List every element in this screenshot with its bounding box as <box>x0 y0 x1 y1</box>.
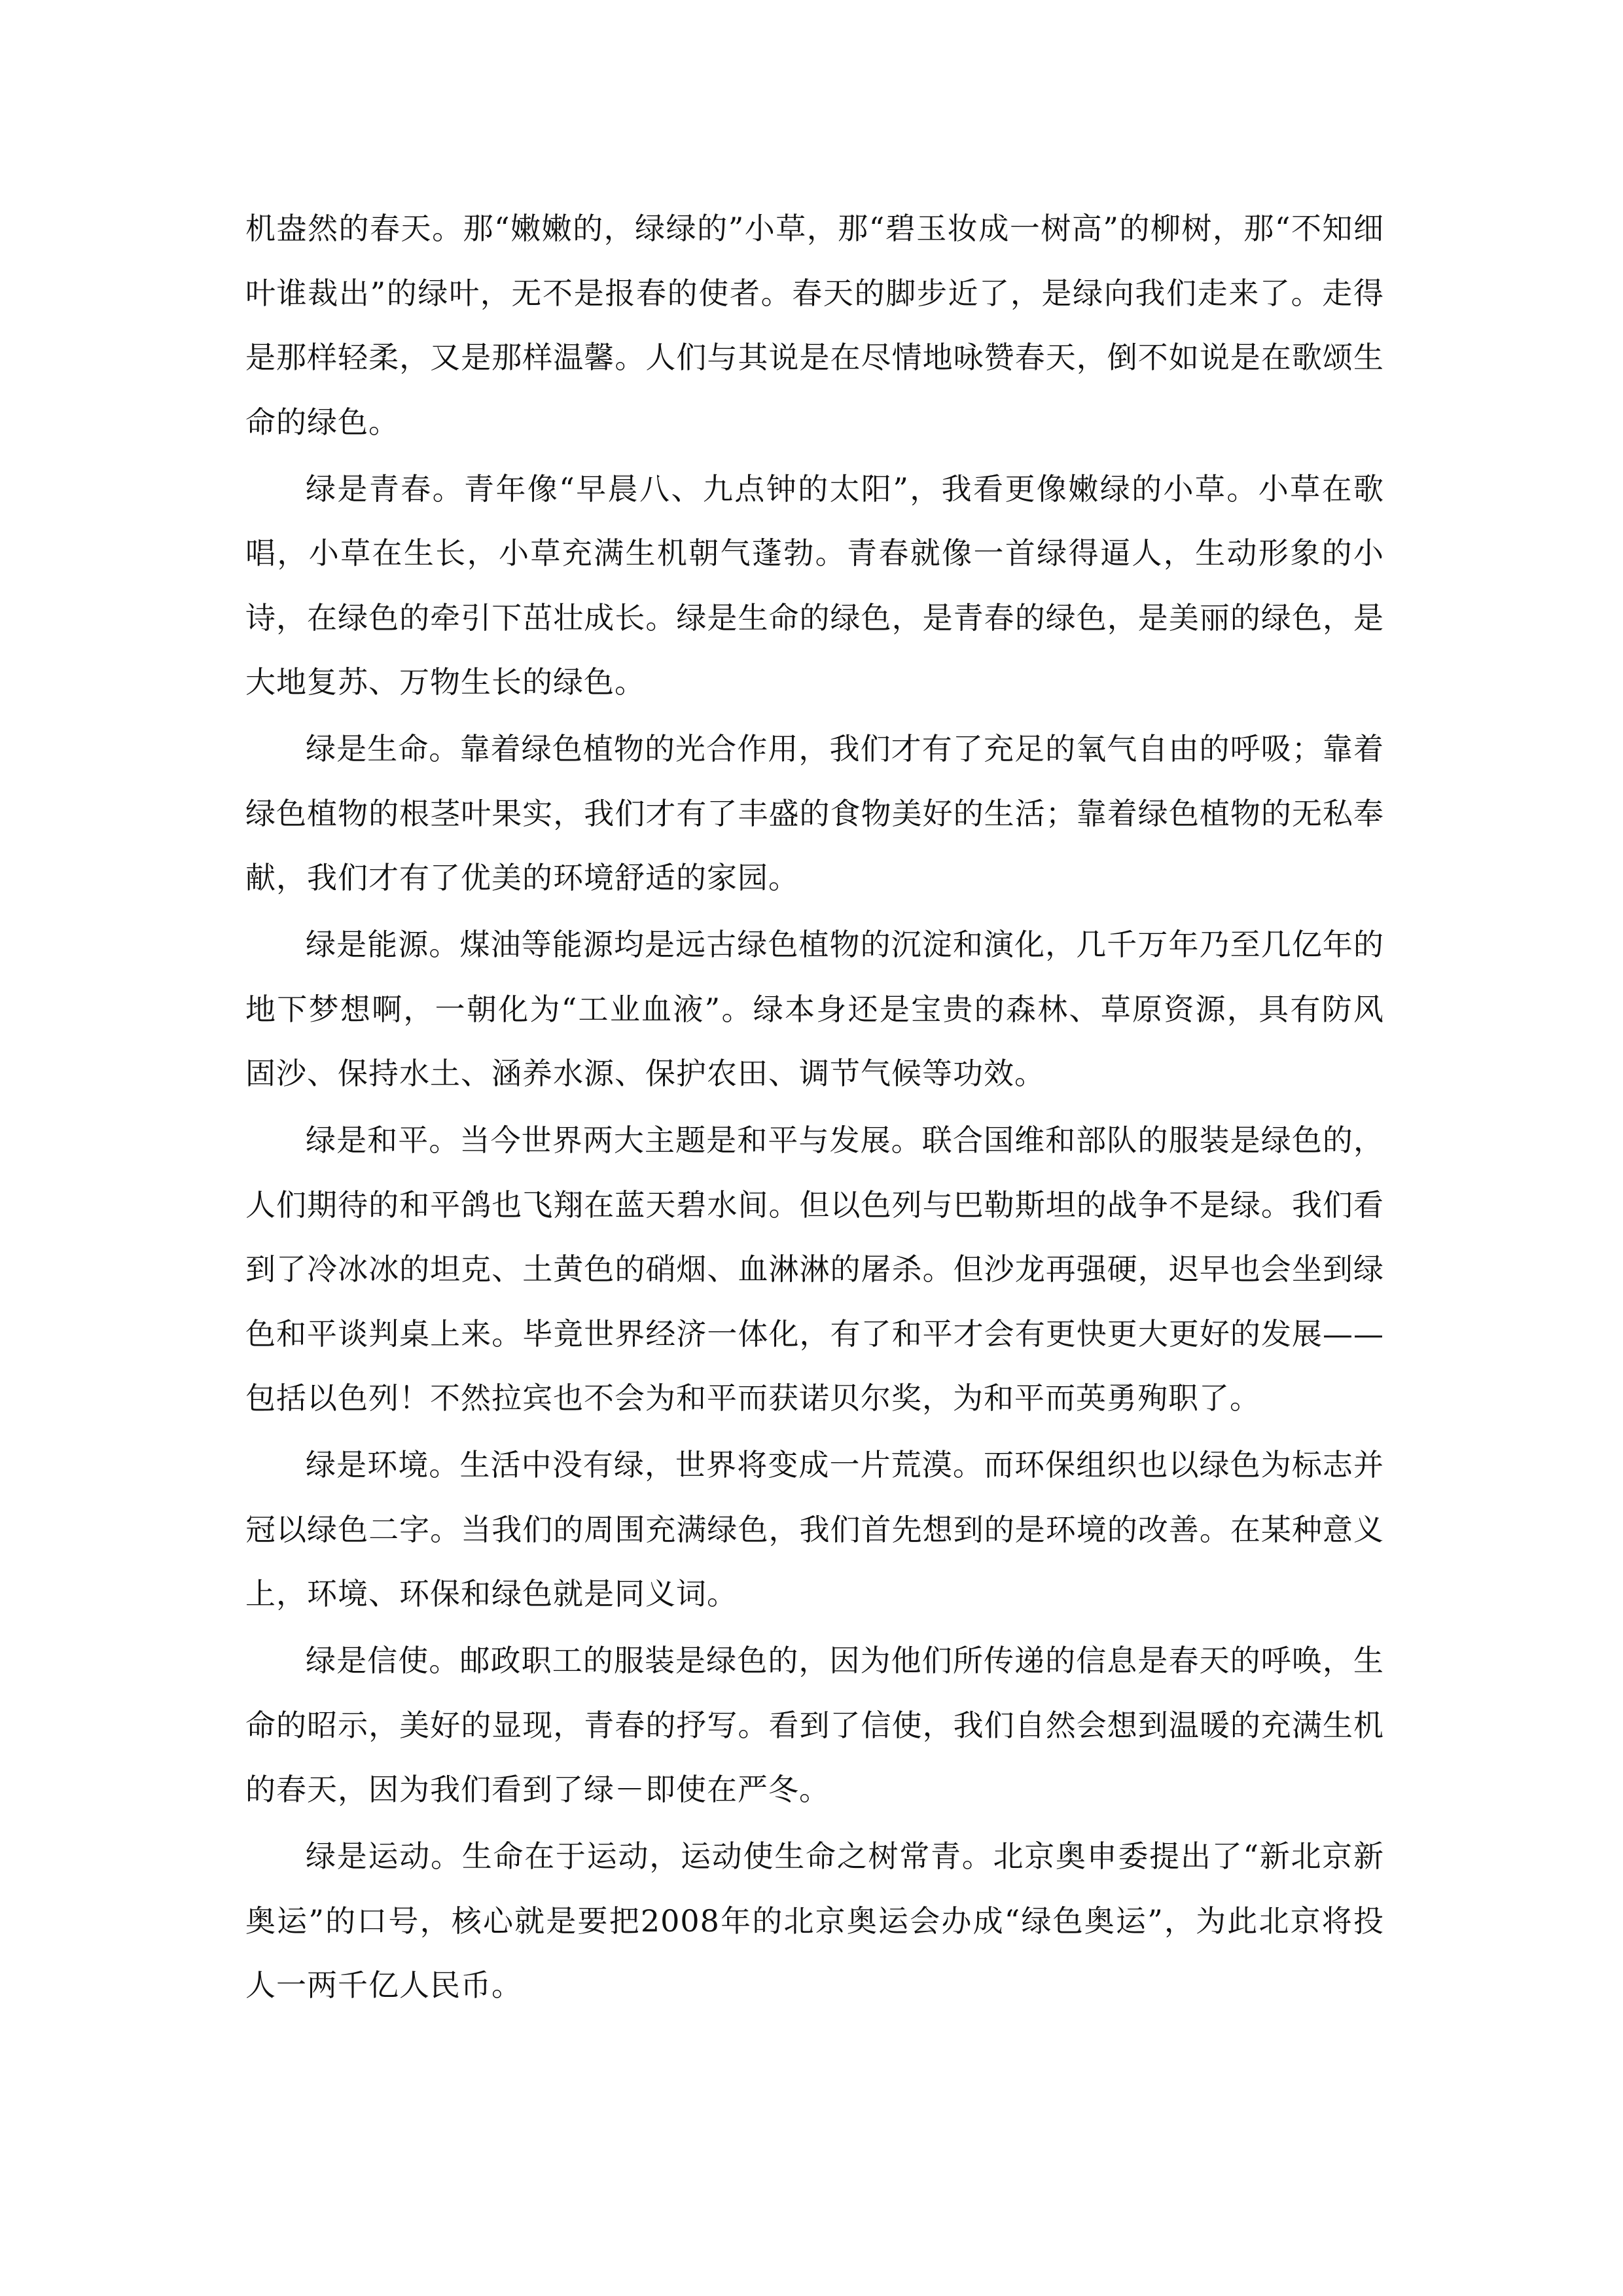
paragraph-life: 绿是生命。靠着绿色植物的光合作用，我们才有了充足的氧气自由的呼吸；靠着绿色植物的根茎叶果实，我们才有了丰盛的食物美好的生活；靠着绿色植物的无私奉献，我们才有了优美的环境舒适的家园。 <box>245 731 1384 895</box>
paragraph-sport: 绿是运动。生命在于运动，运动使生命之树常青。北京奥申委提出了“新北京新奥运”的口号，核心就是要把2008年的北京奥运会办成“绿色奥运”，为此北京将投人一两千亿人民币。 <box>245 1839 1384 2003</box>
paragraph-environment: 绿是环境。生活中没有绿，世界将变成一片荒漠。而环保组织也以绿色为标志并冠以绿色二字。当我们的周围充满绿色，我们首先想到的是环境的改善。在某种意义上，环境、环保和绿色就是同义词。 <box>245 1447 1384 1611</box>
paragraph-peace: 绿是和平。当今世界两大主题是和平与发展。联合国维和部队的服装是绿色的，人们期待的和平鸽也飞翔在蓝天碧水间。但以色列与巴勒斯坦的战争不是绿。我们看到了冷冰冰的坦克、土黄色的硝烟、血淋淋的屠杀。但沙龙再强硬，迟早也会坐到绿色和平谈判桌上来。毕竟世界经济一体化，有了和平才会有更快更大更好的发展——包括以色列！不然拉宾也不会为和平而获诺贝尔奖，为和平而英勇殉职了。 <box>245 1122 1384 1416</box>
paragraph-continued: 机盎然的春天。那“嫩嫩的，绿绿的”小草，那“碧玉妆成一树高”的柳树，那“不知细叶谁裁出”的绿叶，无不是报春的使者。春天的脚步近了，是绿向我们走来了。走得是那样轻柔，又是那样温馨。人们与其说是在尽情地咏赞春天，倒不如说是在歌颂生命的绿色。 <box>245 211 1384 440</box>
paragraph-messenger: 绿是信使。邮政职工的服装是绿色的，因为他们所传递的信息是春天的呼唤，生命的昭示，美好的显现，青春的抒写。看到了信使，我们自然会想到温暖的充满生机的春天，因为我们看到了绿－即使在严冬。 <box>245 1643 1384 1807</box>
document-body <box>245 196 1384 2020</box>
paragraph-energy: 绿是能源。煤油等能源均是远古绿色植物的沉淀和演化，几千万年乃至几亿年的地下梦想啊，一朝化为“工业血液”。绿本身还是宝贵的森林、草原资源，具有防风固沙、保持水土、涵养水源、保护农田、调节气候等功效。 <box>245 927 1384 1091</box>
paragraph-youth: 绿是青春。青年像“早晨八、九点钟的太阳”，我看更像嫩绿的小草。小草在歌唱，小草在生长，小草充满生机朝气蓬勃。青春就像一首绿得逼人，生动形象的小诗，在绿色的牵引下茁壮成长。绿是生命的绿色，是青春的绿色，是美丽的绿色，是大地复苏、万物生长的绿色。 <box>245 471 1384 700</box>
